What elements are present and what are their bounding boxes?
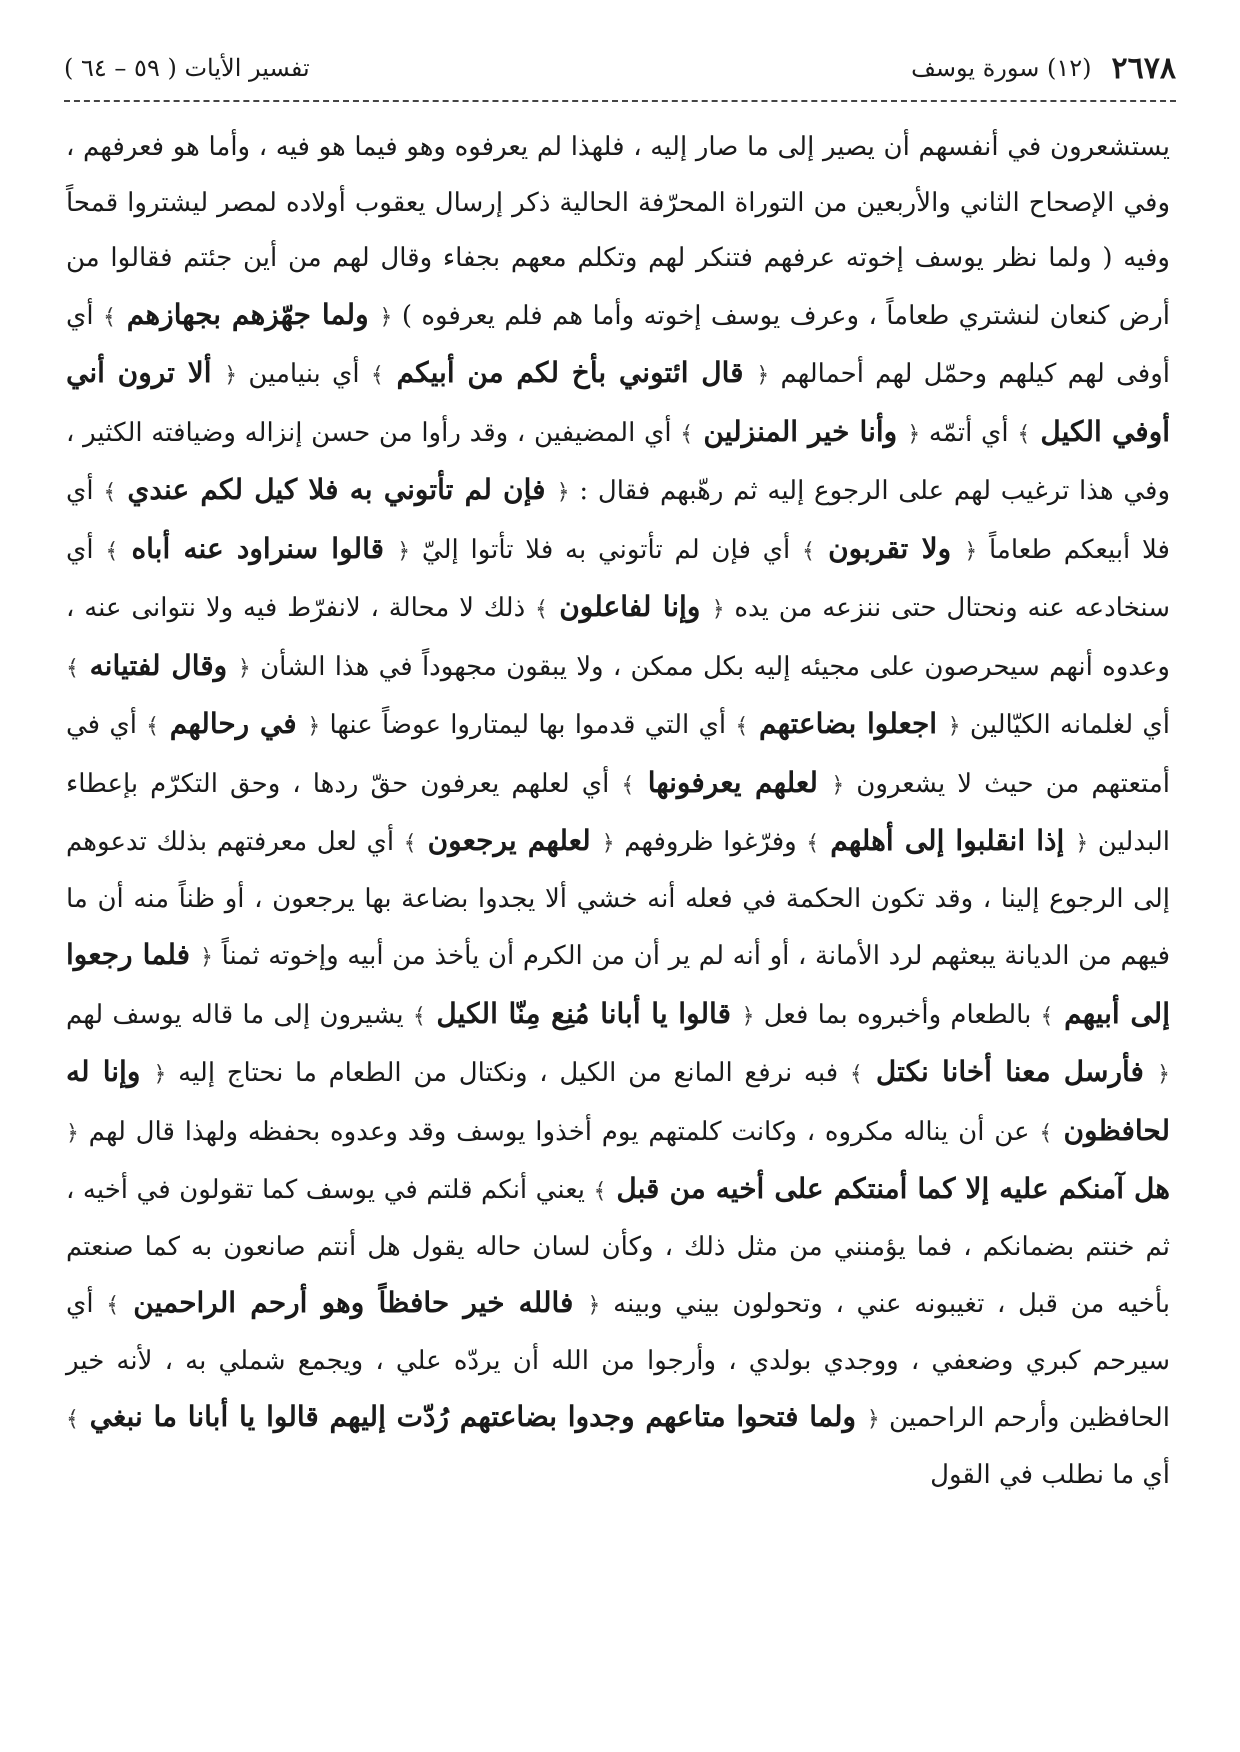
quran-verse: وقال لفتيانه (78, 648, 238, 682)
commentary-text: يعني أنكم قلتم في يوسف كما تقولون في أخيه ، ثم خنتم بضمانكم ، فما يؤمنني من مثل ذلك ، وكأن لسان حاله يقول هل أنتم صانعون به كما صنعتم بأخيه من قبل ، تغيبونه عني ، وتحولون بيني وبينه (66, 1175, 1170, 1319)
ornate-bracket-close: ﴾ (593, 1179, 607, 1204)
ornate-bracket-close: ﴾ (103, 480, 117, 505)
ornate-bracket-close: ﴾ (105, 538, 119, 564)
quran-verse: ولما جهّزهم بجهازهم (115, 297, 380, 331)
ornate-bracket-close: ﴾ (1039, 1120, 1053, 1146)
commentary-text: أي ما نطلب في القول (930, 1459, 1170, 1490)
quran-verse: فالله خير حافظاً وهو أرحم الراحمين (119, 1286, 588, 1319)
ornate-bracket-open: ﴿ (307, 714, 321, 739)
commentary-text: بالطعام وأخبروه بما فعل (754, 999, 1041, 1030)
running-header (64, 40, 1176, 96)
ornate-bracket-close: ﴾ (102, 304, 116, 330)
ornate-bracket-close: ﴾ (146, 714, 160, 739)
ornate-bracket-open: ﴿ (1075, 831, 1089, 856)
commentary-text: أي لعل معرفتهم بذلك تدعوهم إلى الرجوع إلينا ، وقد تكون الحكمة في فعله أنه خشي ألا يجدوا بضاعة بها يرجعون ، أو ظناً منه أن ما فيهم من الديانة يبعثهم لرد الأمانة ، أو أنه لم ير أن من الكرم أن يأخذ من أبيه وإخوته ثمناً (66, 827, 1171, 971)
quran-verse: اجعلوا بضاعتهم (748, 707, 948, 740)
ornate-bracket-open: ﴿ (587, 1293, 601, 1318)
ornate-bracket-open: ﴿ (756, 363, 770, 388)
header-right-group (911, 51, 1176, 86)
quran-verse: لعلهم يعرفونها (634, 765, 832, 799)
surah-label: (١٢) سورة يوسف (911, 54, 1092, 82)
commentary-text: عن أن يناله مكروه ، وكانت كلمتهم يوم أخذوا يوسف وقد وعدوه بحفظه ولهذا قال لهم (78, 1116, 1040, 1147)
tafsir-paragraph (66, 120, 1170, 1503)
commentary-text: وفرّغوا ظروفهم (614, 827, 807, 857)
ornate-bracket-close: ﴾ (621, 772, 635, 798)
commentary-text: أي المضيفين ، وقد رأوا من حسن إنزاله وضيافته الكثير ، وفي هذا ترغيب لهم على الرجوع إليه ثم رهّبهم فقال : (66, 417, 1171, 506)
commentary-text: أي بنيامين (237, 359, 371, 389)
ornate-bracket-open: ﴿ (947, 714, 961, 739)
ornate-bracket-close: ﴾ (106, 1293, 120, 1318)
ornate-bracket-open: ﴿ (153, 1062, 167, 1087)
ornate-bracket-open: ﴿ (397, 538, 411, 564)
ornate-bracket-open: ﴿ (379, 304, 393, 330)
ornate-bracket-open: ﴿ (601, 831, 615, 856)
commentary-text: أي سيرحم كبري وضعفي ، ووجدي بولدي ، وأرجوا من الله أن يردّه علي ، ويجمع شملي به ، لأنه خير الحافظين وأرحم الراحمين (66, 1289, 1170, 1433)
commentary-text: أي فإن لم تأتوني به فلا تأتوا إليّ (410, 534, 802, 565)
commentary-text: أي أوفى لهم كيلهم وحمّل لهم أحمالهم (66, 300, 1170, 389)
section-label: تفسير الأيات ( ٥٩ – ٦٤ ) (64, 54, 310, 82)
commentary-text: أي التي قدموا بها ليمتاروا عوضاً عنها (320, 710, 736, 740)
ornate-bracket-close: ﴾ (66, 655, 79, 681)
quran-verse: قالوا يا أبانا مُنِع مِنّا الكيل (425, 996, 742, 1030)
commentary-text: ذلك لا محالة ، لانفرّط فيه ولا نتوانى عنه ، وعدوه أنهم سيحرصون على مجيئه إليه بكل ممكن ، ولا يبقون مجهوداً في هذا الشأن (66, 593, 1170, 682)
quran-verse: ولا تقربون (814, 531, 965, 565)
commentary-text: أي سنخادعه عنه ونحتال حتى ننزعه من يده (66, 534, 1170, 623)
ornate-bracket-open: ﴿ (831, 772, 845, 798)
body-text (66, 120, 1170, 1702)
ornate-bracket-close: ﴾ (412, 1003, 426, 1029)
quran-verse: قالوا سنراود عنه أباه (118, 531, 398, 565)
ornate-bracket-open: ﴿ (741, 1003, 755, 1029)
ornate-bracket-open: ﴿ (66, 1120, 79, 1146)
ornate-bracket-close: ﴾ (370, 363, 384, 388)
quran-verse: وإنا لفاعلون (547, 590, 712, 623)
ornate-bracket-open: ﴿ (964, 538, 978, 564)
ornate-bracket-close: ﴾ (806, 831, 820, 856)
commentary-text: أي فلا أبيعكم طعاماً (66, 476, 1170, 565)
ornate-bracket-open: ﴿ (200, 945, 214, 970)
ornate-bracket-open: ﴿ (866, 1407, 880, 1432)
ornate-bracket-close: ﴾ (66, 1407, 79, 1432)
quran-verse: إذا انقلبوا إلى أهلهم (819, 824, 1076, 857)
quran-verse: فإن لم تأتوني به فلا كيل لكم عندي (116, 473, 557, 506)
ornate-bracket-close: ﴾ (1017, 421, 1031, 447)
ornate-bracket-open: ﴿ (1157, 1062, 1170, 1087)
ornate-bracket-open: ﴿ (711, 597, 725, 622)
commentary-text: يستشعرون في أنفسهم أن يصير إلى ما صار إليه ، فلهذا لم يعرفوه وهو فيما هو فيه ، وأما هو فعرفهم ، وفي الإصحاح الثاني والأربعين من التوراة المحرّفة الحالية ذكر إرسال يعقوب أولاده لمصر ليشتروا قمحاً وفيه ( ولما نظر يوسف إخوته عرفهم فتنكر لهم وتكلم معهم بجفاء وقال لهم من أين جئتم فقالوا من أرض كنعان لنشتري طعاماً ، وعرف يوسف إخوته وأما هم فلم يعرفوه ) (66, 132, 1170, 331)
ornate-bracket-close: ﴾ (534, 597, 548, 622)
quran-verse: ألا ترون أني أوفي الكيل (66, 356, 1170, 448)
quran-verse: وأنا خير المنزلين (693, 414, 908, 448)
ornate-bracket-close: ﴾ (801, 538, 815, 564)
commentary-text: فبه نرفع المانع من الكيل ، ونكتال من الطعام ما نحتاج إليه (166, 1058, 850, 1088)
quran-verse: ولما فتحوا متاعهم وجدوا بضاعتهم رُدّت إليهم قالوا يا أبانا ما نبغي (78, 1400, 867, 1433)
ornate-bracket-open: ﴿ (237, 655, 251, 681)
commentary-text: أي لعلهم يعرفون حقّ ردها ، وحق التكرّم بإعطاء البدلين (66, 768, 1170, 857)
ornate-bracket-close: ﴾ (735, 714, 749, 739)
quran-verse: فلما رجعوا إلى أبيهم (66, 938, 1170, 1030)
ornate-bracket-open: ﴿ (556, 480, 570, 505)
ornate-bracket-open: ﴿ (907, 421, 921, 447)
quran-verse: فأرسل معنا أخانا نكتل (862, 1055, 1158, 1088)
header-divider (64, 100, 1176, 102)
quran-verse: في رحالهم (159, 707, 308, 740)
ornate-bracket-close: ﴾ (1040, 1003, 1054, 1029)
quran-verse: هل آمنكم عليه إلا كما أمنتكم على أخيه من قبل (606, 1172, 1170, 1205)
quran-verse: وإنا له لحافظون (66, 1055, 1170, 1147)
commentary-text: أي في أمتعتهم من حيث لا يشعرون (66, 710, 1170, 799)
commentary-text: أي لغلمانه الكيّالين (960, 710, 1171, 740)
commentary-text: أي أتمّه (920, 417, 1018, 448)
ornate-bracket-open: ﴿ (224, 363, 238, 388)
ornate-bracket-close: ﴾ (403, 831, 417, 856)
ornate-bracket-close: ﴾ (680, 421, 694, 447)
ornate-bracket-close: ﴾ (849, 1062, 863, 1087)
quran-verse: قال ائتوني بأخ لكم من أبيكم (383, 356, 757, 389)
page-number: ٢٦٧٨ (1111, 50, 1176, 86)
commentary-text: يشيرون إلى ما قاله يوسف لهم (66, 999, 413, 1030)
quran-verse: لعلهم يرجعون (416, 824, 602, 857)
